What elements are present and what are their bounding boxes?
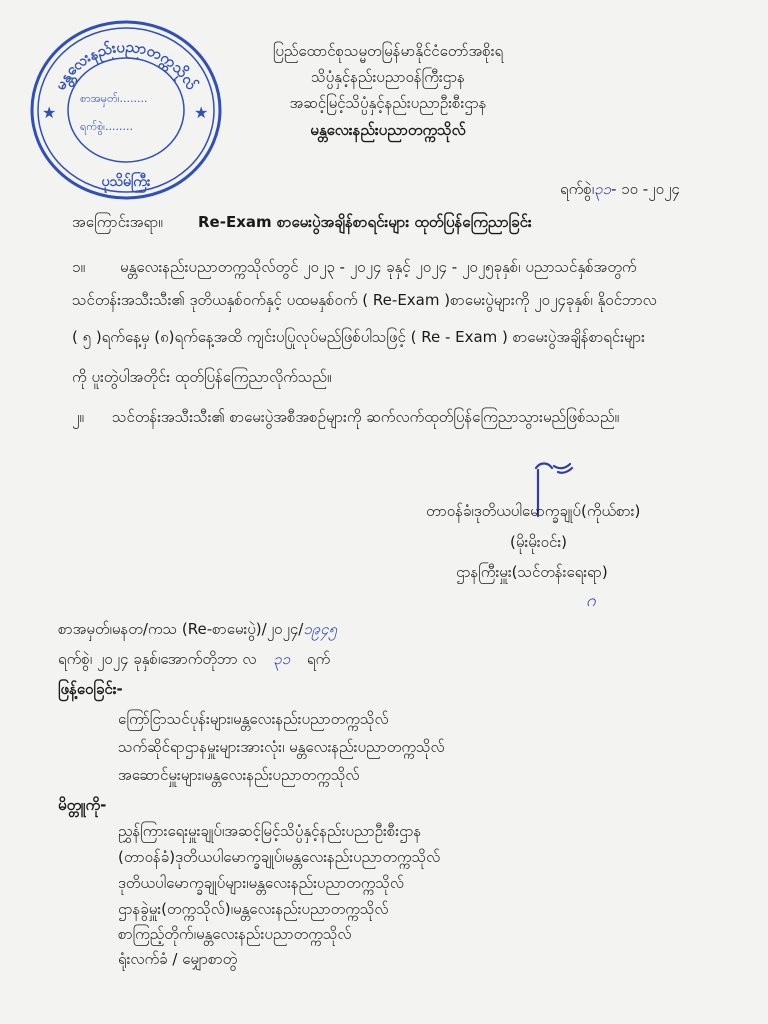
official-seal-stamp [28,18,224,202]
reference-date-handwritten: ၃၁ [273,650,291,668]
header-government: ပြည်ထောင်စုသမ္မတမြန်မာနိုင်ငံတော်အစိုးရ [272,42,504,60]
subject-text: Re-Exam စာမေးပွဲအချိန်စာရင်းများ ထုတ်ပြန်ကြေညာခြင်း [198,213,532,231]
stamp-star-icon-right: ★ [194,103,209,122]
stamp-field-number: စာအမှတ်၊........ [80,92,148,105]
reference-number: စာအမှတ်၊မနတ/ကသ (Re-စာမေးပွဲ)/၂၀၂၄/၁၉၄၅ [58,620,338,638]
signatory-title: တာဝန်ခံ၊ဒုတိယပါမောက္ခချုပ်(ကိုယ်စား) [426,502,641,520]
copies-item-2: (တာဝန်ခံ)ဒုတိယပါမောက္ခချုပ်၊မန္တလေးနည်းပညာတက္ကသိုလ် [118,848,441,866]
signatory-initial: ဂ [586,591,596,611]
reference-date: ရက်စွဲ၊ ၂၀၂၄ ခုနှစ်၊အောက်တိုဘာ လ ၃၁ ရက် [58,650,331,668]
copies-item-1: ညွှန်ကြားရေးမှူးချုပ်၊အဆင့်မြင့်သိပ္ပံနှင့်နည်းပညာဦးစီးဌာန [118,822,422,840]
header-department: အဆင့်မြင့်သိပ္ပံနှင့်နည်းပညာဦးစီးဌာန [289,94,487,112]
paragraph-1-line-2: သင်တန်းအသီးသီး၏ ဒုတိယနှစ်ဝက်နှင့် ပထမနှစ်ဝက် ( Re-Exam )စာမေးပွဲများကို ၂၀၂၄ခုနှစ်၊ နိုဝင်ဘာလ [72,291,657,309]
paragraph-2-number: ၂။ [72,408,84,426]
subject-label: အကြောင်းအရာ။ [72,213,163,231]
distribution-item-1: ကြော်ငြာသင်ပုန်းများ၊မန္တလေးနည်းပညာတက္ကသိုလ် [118,710,389,728]
paragraph-1-line-1: မန္တလေးနည်းပညာတက္ကသိုလ်တွင် ၂၀၂၃ - ၂၀၂၄ ခုနှင့် ၂၀၂၄ - ၂၀၂၅ခုနှစ်၊ ပညာသင်နှစ်အတွက် [120,258,637,276]
stamp-field-date: ရက်စွဲ၊........ [80,120,133,133]
paragraph-1-line-3: ( ၅ )ရက်နေ့မှ (၈)ရက်နေ့အထိ ကျင်းပပြုလုပ်မည်ဖြစ်ပါသဖြင့် ( Re - Exam ) စာမေးပွဲအချိန်စာရင်းများ [72,328,645,346]
distribution-item-2: သက်ဆိုင်ရာဌာနမှူးများအားလုံး၊ မန္တလေးနည်းပညာတက္ကသိုလ် [118,738,445,756]
header-university: မန္တလေးနည်းပညာတက္ကသိုလ် [310,121,466,139]
stamp-bottom-text: ပုသိမ်ကြီး [101,174,151,190]
paragraph-1-number: ၁။ [72,258,85,276]
distribution-item-3: အဆောင်မှူးများ၊မန္တလေးနည်းပညာတက္ကသိုလ် [118,766,360,784]
stamp-ring-text: မန္တလေးနည်းပညာတက္ကသိုလ် [50,37,201,93]
signatory-position: ဌာနကြီးမှူး(သင်တန်းရေးရာ) [456,563,608,581]
copies-heading: မိတ္တူကို- [58,796,107,814]
stamp-star-icon-left: ★ [42,103,57,122]
copies-item-4: ဌာနခွဲမှူး(တက္ကသိုလ်)၊မန္တလေးနည်းပညာတက္ကသိုလ် [118,900,389,918]
header-ministry: သိပ္ပံနှင့်နည်းပညာဝန်ကြီးဌာန [311,68,465,86]
reference-number-handwritten: ၁၉၄၅ [303,620,338,638]
copies-item-5: စာကြည့်တိုက်၊မန္တလေးနည်းပညာတက္ကသိုလ် [118,925,352,943]
signatory-name: (မိုးမိုးဝင်း) [510,533,568,551]
letter-date: ရက်စွဲ၊၃၁- ၁၀ -၂၀၂၄ [560,180,680,198]
distribution-heading: ဖြန့်ဝေခြင်း- [58,680,123,698]
paragraph-2-line-1: သင်တန်းအသီးသီး၏ စာမေးပွဲအစီအစဉ်များကို ဆက်လက်ထုတ်ပြန်ကြေညာသွားမည်ဖြစ်သည်။ [112,408,620,426]
copies-item-6: ရုံးလက်ခံ / မျှောစာတွဲ [118,950,238,968]
date-handwritten-day: ၃၁ [594,180,611,198]
paragraph-1-line-4: ကို ပူးတွဲပါအတိုင်း ထုတ်ပြန်ကြေညာလိုက်သည်။ [72,368,332,386]
copies-item-3: ဒုတိယပါမောက္ခချုပ်များ၊မန္တလေးနည်းပညာတက္ကသိုလ် [118,874,404,892]
